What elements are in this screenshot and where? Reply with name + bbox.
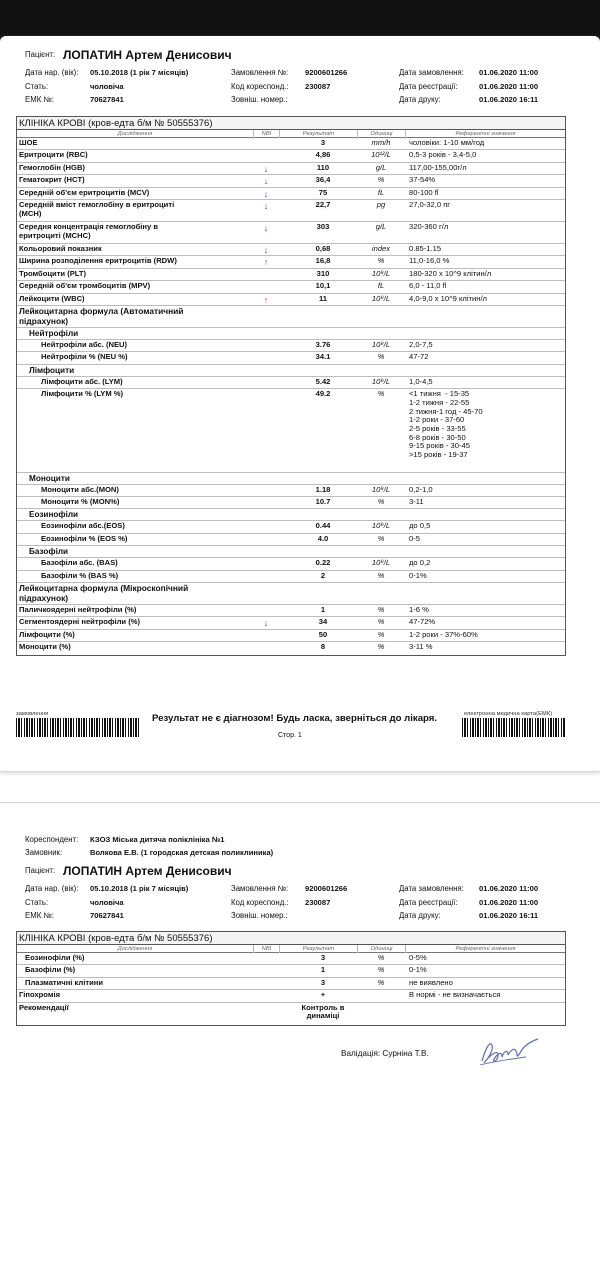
- test-reference: 0,5-3 років - 3,4-5,0: [409, 150, 477, 160]
- table-body: [17, 138, 565, 655]
- test-result: 1.18: [315, 484, 331, 494]
- test-name: Паличкоядерні нейтрофіли (%): [19, 605, 137, 615]
- test-name: Моноцити абс.(MON): [41, 484, 119, 494]
- print-date-value: 01.06.2020 16:11: [479, 95, 539, 104]
- test-reference: 3-11 %: [409, 642, 433, 652]
- print-date-label: Дата друку:: [399, 911, 441, 920]
- test-name: Рекомендації: [19, 1002, 69, 1012]
- reg-date-value: 01.06.2020 11:00: [479, 898, 539, 907]
- test-reference: 1,0-4,5: [409, 376, 433, 386]
- table-row: [17, 583, 565, 605]
- dob-value: 05.10.2018 (1 рік 7 місяців): [90, 68, 189, 77]
- test-reference: В нормі - не визначається: [409, 990, 501, 1000]
- correspondent-value: КЗОЗ Міська дитяча поліклініка №1: [90, 835, 225, 844]
- test-result: 50: [318, 629, 328, 639]
- customer-value: Волкова Е.В. (1 городская детская поликлиника): [90, 848, 274, 857]
- test-unit: %: [377, 953, 385, 962]
- test-name: Еозинофіли абс.(EOS): [41, 521, 125, 531]
- test-reference: 0-5%: [409, 953, 427, 962]
- test-name: Лімфоцити (%): [19, 629, 75, 639]
- test-unit: 10⁹/L: [371, 339, 391, 349]
- test-name: Середній об'єм тромбоцитів (MPV): [19, 281, 151, 291]
- sex-value: чоловіча: [90, 82, 124, 91]
- table-row: [17, 175, 565, 187]
- test-reference: 27,0-32,0 пг: [409, 199, 451, 209]
- test-name: Гемоглобін (HGB): [19, 162, 85, 172]
- table-body: [17, 953, 565, 1025]
- test-reference: 180-320 x 10^9 клітин/л: [409, 268, 492, 278]
- test-reference: 0.85-1.15: [409, 243, 442, 253]
- test-result: 3: [320, 977, 326, 987]
- arrow-up-icon: ↑: [263, 294, 269, 305]
- arrow-down-icon: ↓: [263, 176, 269, 187]
- test-unit: %: [377, 977, 385, 987]
- test-reference: 1-6 %: [409, 605, 429, 615]
- validation: Валідація: Сурніна Т.В.: [341, 1049, 429, 1058]
- ext-no-label: Зовніш. номер.:: [231, 911, 288, 920]
- test-name: Лімфоцити % (LYM %): [41, 389, 124, 399]
- test-reference: 80-100 fl: [409, 187, 439, 197]
- test-name: Моноцити % (MON%): [41, 497, 120, 507]
- col-result: Результат: [279, 130, 357, 138]
- test-reference: <1 тижня - 15-35 1-2 тижня - 22-55 2 тижня-1 год - 45-70 1-2 роки - 37-60 2-5 років - 33-55 6-8 років - 30-50 9-15 років - 30-45 >15 років - 19-37: [409, 389, 483, 460]
- order-date-value: 01.06.2020 11:00: [479, 68, 539, 77]
- test-result: 10.7: [315, 497, 331, 507]
- test-reference: 11,0-16,0 %: [409, 256, 450, 266]
- order-label: Замовлення №:: [231, 68, 289, 77]
- test-reference: 0-1%: [409, 965, 427, 975]
- table-row: [17, 521, 565, 533]
- test-unit: %: [377, 629, 385, 639]
- table-row: [17, 306, 565, 328]
- test-result: 0.44: [315, 521, 331, 531]
- corr-code-value: 230087: [305, 82, 331, 91]
- test-result: 34.1: [315, 352, 331, 362]
- emk-value: 70627841: [90, 911, 124, 920]
- test-unit: g/L: [375, 221, 387, 231]
- arrow-down-icon: ↓: [263, 188, 269, 199]
- test-name: Середній об'єм еритроцитів (MCV): [19, 187, 150, 197]
- test-reference: до 0,2: [409, 558, 431, 568]
- test-result: 5.42: [315, 376, 331, 386]
- table-row: [17, 389, 565, 473]
- test-unit: 10⁹/L: [371, 521, 391, 531]
- test-reference: 4,0-9,0 х 10^9 клітин/л: [409, 293, 487, 303]
- test-name: Ширина розподілення еритроцитів (RDW): [19, 256, 177, 266]
- test-name: ШОЕ: [19, 138, 38, 147]
- arrow-down-icon: ↓: [263, 618, 269, 629]
- table-row: [17, 281, 565, 293]
- table-row: [17, 256, 565, 268]
- test-result: 36,4: [315, 175, 331, 185]
- test-unit: %: [377, 533, 385, 543]
- table-row: [17, 377, 565, 389]
- test-result: 8: [320, 642, 326, 652]
- test-result: +: [320, 990, 326, 1000]
- table-header: [17, 130, 565, 138]
- table-row: [17, 617, 565, 629]
- test-unit: %: [377, 605, 385, 615]
- table-header: [17, 945, 565, 953]
- arrow-down-icon: ↓: [263, 222, 269, 233]
- test-name: Базофіли (%): [25, 965, 76, 975]
- corr-code-value: 230087: [305, 898, 331, 907]
- test-name: Моноцити (%): [19, 642, 71, 652]
- test-reference: 6,0 - 11,0 fl: [409, 281, 447, 291]
- order-label: Замовлення №:: [231, 884, 289, 893]
- table-title: КЛІНІКА КРОВІ (кров-едта б/м № 50555376): [17, 932, 565, 945]
- order-barcode-label: замовлення: [16, 711, 49, 717]
- test-result: 310: [316, 268, 330, 278]
- group-heading: Еозинофіли: [29, 510, 79, 520]
- test-unit: %: [377, 497, 385, 507]
- emk-value: 70627841: [90, 95, 124, 104]
- test-unit: 10¹²/L: [371, 150, 391, 160]
- test-result: 75: [318, 187, 328, 197]
- col-name: Дослідження: [117, 131, 153, 137]
- test-name: Кольоровий показник: [19, 243, 102, 253]
- table-row: [17, 605, 565, 617]
- test-name: Середній вміст гемоглобіну в еритроциті (MCH): [19, 199, 175, 218]
- test-unit: fL: [377, 281, 385, 291]
- table-row: [17, 222, 565, 244]
- test-unit: 10⁹/L: [371, 268, 391, 278]
- test-unit: %: [377, 256, 385, 266]
- table-title: КЛІНІКА КРОВІ (кров-едта б/м № 50555376): [17, 117, 565, 130]
- test-result: 0.22: [315, 558, 331, 568]
- test-unit: fL: [377, 187, 385, 197]
- test-unit: %: [377, 965, 385, 975]
- order-date-label: Дата замовлення:: [399, 884, 464, 893]
- test-result: 34: [318, 617, 328, 627]
- test-reference: 1-2 роки - 37%-60%: [409, 629, 478, 639]
- patient-label: Пацієнт:: [25, 866, 56, 875]
- test-result: 49.2: [315, 389, 331, 399]
- patient-label: Пацієнт:: [25, 50, 56, 59]
- table-row: [17, 244, 565, 256]
- table-row: [17, 328, 565, 340]
- emk-label: ЕМК №:: [25, 95, 54, 104]
- results-table-1: [16, 116, 566, 656]
- test-name: Базофіли абс. (BAS): [41, 558, 118, 568]
- test-name: Еозинофіли (%): [25, 953, 85, 962]
- table-row: [17, 978, 565, 990]
- test-reference: 320-360 г/л: [409, 221, 449, 231]
- table-row: [17, 642, 565, 654]
- test-result: 11: [318, 293, 328, 303]
- print-date-label: Дата друку:: [399, 95, 441, 104]
- table-row: [17, 188, 565, 200]
- table-row: [17, 294, 565, 306]
- arrow-up-icon: ↑: [263, 257, 269, 268]
- test-unit: %: [377, 617, 385, 627]
- test-reference: 2,0-7,5: [409, 339, 433, 349]
- group-heading: Лімфоцити: [29, 365, 75, 375]
- results-table-2: [16, 931, 566, 1026]
- test-name: Плазматичні клітини: [25, 977, 103, 987]
- table-row: [17, 1003, 565, 1025]
- test-name: Еозинофіли % (EOS %): [41, 533, 128, 543]
- test-name: Лейкоцити (WBC): [19, 293, 85, 303]
- section-heading: Лейкоцитарна формула (Автоматичний підрахунок): [19, 305, 184, 326]
- table-row: [17, 571, 565, 583]
- test-reference: до 0,5: [409, 521, 431, 531]
- correspondent-label: Кореспондент:: [25, 835, 79, 844]
- patient-name: ЛОПАТИН Артем Денисович: [63, 48, 232, 62]
- table-row: [17, 509, 565, 521]
- test-reference: не виявлено: [409, 977, 453, 987]
- test-name: Середня концентрація гемоглобіну в еритроциті (MCHC): [19, 221, 158, 240]
- test-result: 110: [316, 162, 330, 172]
- col-ref: Референтні значення: [405, 130, 565, 138]
- col-name: Дослідження: [117, 946, 153, 952]
- test-name: Сегментоядерні нейтрофіли (%): [19, 617, 141, 627]
- test-name: Гіпохромія: [19, 990, 61, 1000]
- report-page-1: [0, 36, 600, 772]
- group-heading: Базофіли: [29, 547, 69, 557]
- table-row: [17, 163, 565, 175]
- order-value: 9200601266: [305, 68, 348, 77]
- reg-date-value: 01.06.2020 11:00: [479, 82, 539, 91]
- test-result: 16,8: [315, 256, 331, 266]
- col-ref: Референтні значення: [405, 945, 565, 953]
- section-heading: Лейкоцитарна формула (Мікроскопічний підрахунок): [19, 583, 189, 603]
- dob-label: Дата нар. (вік):: [25, 884, 79, 893]
- test-reference: 47-72%: [409, 617, 436, 627]
- test-unit: 10⁹/L: [371, 484, 391, 494]
- test-unit: index: [371, 243, 391, 253]
- table-row: [17, 352, 565, 364]
- arrow-down-icon: ↓: [263, 244, 269, 255]
- test-name: Тромбоцити (PLT): [19, 268, 87, 278]
- test-result: Контроль в динаміці: [301, 1002, 345, 1021]
- test-unit: %: [377, 352, 385, 362]
- test-unit: 10⁹/L: [371, 558, 391, 568]
- reg-date-label: Дата реєстрації:: [399, 82, 458, 91]
- table-row: [17, 953, 565, 965]
- test-result: 10,1: [315, 281, 331, 291]
- ext-no-label: Зовніш. номер.:: [231, 95, 288, 104]
- table-row: [17, 630, 565, 642]
- test-unit: 10⁹/L: [371, 293, 391, 303]
- emk-barcode: [462, 718, 565, 737]
- diagnosis-warning: Результат не є діагнозом! Будь ласка, зверніться до лікаря.: [152, 713, 438, 724]
- sex-value: чоловіча: [90, 898, 124, 907]
- table-row: [17, 138, 565, 150]
- test-reference: 37-54%: [409, 175, 436, 185]
- test-reference: чоловіки: 1-10 мм/год: [409, 138, 485, 147]
- table-row: [17, 365, 565, 377]
- table-row: [17, 269, 565, 281]
- emk-barcode-label: електронна медична карта(ЕМК): [464, 711, 553, 717]
- test-result: 2: [320, 570, 326, 580]
- table-row: [17, 340, 565, 352]
- dob-value: 05.10.2018 (1 рік 7 місяців): [90, 884, 189, 893]
- sex-label: Стать:: [25, 898, 49, 907]
- test-result: 4.0: [317, 533, 329, 543]
- signature: [476, 1031, 540, 1071]
- test-name: Базофіли % (BAS %): [41, 570, 119, 580]
- test-result: 4,86: [315, 150, 331, 160]
- order-barcode: [16, 718, 140, 737]
- table-row: [17, 473, 565, 485]
- col-result: Результат: [279, 945, 357, 953]
- test-unit: 10⁹/L: [371, 376, 391, 386]
- test-unit: %: [377, 642, 385, 652]
- test-unit: g/L: [375, 162, 387, 172]
- dob-label: Дата нар. (вік):: [25, 68, 79, 77]
- test-result: 1: [320, 965, 326, 975]
- arrow-down-icon: ↓: [263, 200, 269, 211]
- group-heading: Нейтрофіли: [29, 328, 79, 338]
- test-name: Гематокрит (HCT): [19, 175, 85, 185]
- arrow-down-icon: ↓: [263, 163, 269, 174]
- table-row: [17, 990, 565, 1002]
- col-unit: Одиниці: [357, 130, 405, 138]
- test-name: Еритроцити (RBC): [19, 150, 88, 160]
- sex-label: Стать:: [25, 82, 49, 91]
- test-reference: 47-72: [409, 352, 429, 362]
- test-name: Нейтрофіли % (NEU %): [41, 352, 128, 362]
- test-result: 3: [320, 138, 326, 147]
- reg-date-label: Дата реєстрації:: [399, 898, 458, 907]
- order-date-label: Дата замовлення:: [399, 68, 464, 77]
- test-result: 1: [320, 605, 326, 615]
- test-result: 0,68: [315, 243, 331, 253]
- test-unit: %: [377, 570, 385, 580]
- table-row: [17, 534, 565, 546]
- order-value: 9200601266: [305, 884, 348, 893]
- col-nbi: NBI: [253, 945, 279, 953]
- test-unit: %: [377, 175, 385, 185]
- table-row: [17, 150, 565, 162]
- test-unit: mm/h: [371, 138, 391, 147]
- test-reference: 0-1%: [409, 570, 427, 580]
- table-row: [17, 485, 565, 497]
- test-reference: 3-11: [409, 497, 424, 507]
- print-date-value: 01.06.2020 16:11: [479, 911, 539, 920]
- table-row: [17, 965, 565, 977]
- table-row: [17, 558, 565, 570]
- col-nbi: NBI: [253, 130, 279, 138]
- test-unit: pg: [376, 199, 386, 209]
- test-result: 22,7: [315, 199, 331, 209]
- emk-label: ЕМК №:: [25, 911, 54, 920]
- test-reference: 0,2-1,0: [409, 484, 433, 494]
- test-reference: 117,00-155,00г/л: [409, 162, 467, 172]
- corr-code-label: Код кореспонд.:: [231, 898, 289, 907]
- order-date-value: 01.06.2020 11:00: [479, 884, 539, 893]
- test-unit: %: [377, 389, 385, 399]
- col-unit: Одиниці: [357, 945, 405, 953]
- table-row: [17, 546, 565, 558]
- test-result: 3.76: [315, 339, 331, 349]
- test-reference: 0-5: [409, 533, 420, 543]
- test-result: 3: [320, 953, 326, 962]
- test-name: Нейтрофіли абс. (NEU): [41, 339, 128, 349]
- table-row: [17, 200, 565, 222]
- patient-name: ЛОПАТИН Артем Денисович: [63, 864, 232, 878]
- report-page-2: [0, 802, 600, 1266]
- corr-code-label: Код кореспонд.:: [231, 82, 289, 91]
- customer-label: Замовник:: [25, 848, 63, 857]
- table-row: [17, 497, 565, 509]
- test-result: 303: [316, 221, 330, 231]
- page-number: Стор. 1: [278, 732, 302, 739]
- test-name: Лімфоцити абс. (LYM): [41, 376, 123, 386]
- group-heading: Моноцити: [29, 473, 70, 483]
